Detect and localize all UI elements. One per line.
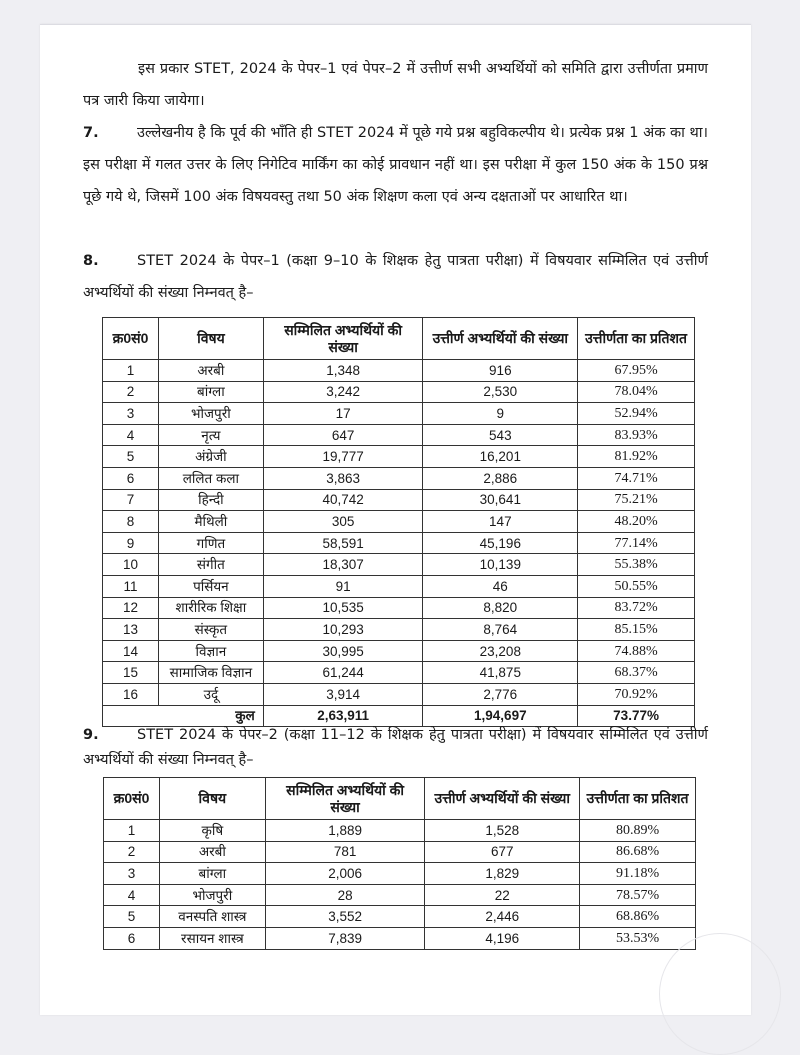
paper1-subject-table — [102, 317, 695, 727]
header-subject: विषय — [158, 318, 263, 360]
total-percent: 73.77% — [578, 705, 695, 727]
cell-subject: मैथिली — [158, 511, 263, 533]
header-serial: क्र0सं0 — [104, 778, 160, 820]
cell-subject: अंग्रेजी — [158, 446, 263, 468]
cell-appeared: 3,242 — [263, 381, 423, 403]
header-appeared: सम्मिलित अभ्यर्थियों की संख्या — [263, 318, 423, 360]
cell-subject: विज्ञान — [158, 640, 263, 662]
table-row — [103, 619, 695, 641]
cell-serial: 16 — [103, 683, 159, 705]
cell-pass-percent: 50.55% — [578, 575, 695, 597]
cell-serial: 2 — [103, 381, 159, 403]
section-7 — [83, 117, 708, 213]
cell-subject: नृत्य — [158, 424, 263, 446]
table-row — [104, 884, 696, 906]
cell-subject: रसायन शास्त्र — [159, 927, 265, 949]
cell-passed: 41,875 — [423, 662, 578, 684]
header-passed: उत्तीर्ण अभ्यर्थियों की संख्या — [423, 318, 578, 360]
cell-serial: 5 — [104, 906, 160, 928]
cell-pass-percent: 48.20% — [578, 511, 695, 533]
cell-serial: 2 — [104, 841, 160, 863]
table-row — [103, 360, 695, 382]
table-row — [104, 841, 696, 863]
cell-subject: भोजपुरी — [159, 884, 265, 906]
table-row — [103, 554, 695, 576]
header-appeared: सम्मिलित अभ्यर्थियों की संख्या — [265, 778, 425, 820]
cell-serial: 4 — [104, 884, 160, 906]
cell-serial: 9 — [103, 532, 159, 554]
table-row — [104, 820, 696, 842]
cell-appeared: 10,535 — [263, 597, 423, 619]
table-row — [103, 467, 695, 489]
cell-subject: अरबी — [159, 841, 265, 863]
cell-serial: 6 — [104, 927, 160, 949]
cell-appeared: 17 — [263, 403, 423, 425]
cell-appeared: 28 — [265, 884, 425, 906]
table-row — [103, 640, 695, 662]
table-row — [103, 381, 695, 403]
table-row — [104, 906, 696, 928]
table-row — [103, 662, 695, 684]
section-9-text: STET 2024 के पेपर–2 (कक्षा 11–12 के शिक्षक हेतु पात्रता परीक्षा) में विषयवार सम्मिलित एवं उत्तीर्ण अभ्यर्थियों की संख्या निम्नवत् है– — [83, 727, 708, 768]
cell-subject: कृषि — [159, 820, 265, 842]
cell-pass-percent: 55.38% — [578, 554, 695, 576]
table-row — [103, 575, 695, 597]
cell-pass-percent: 78.57% — [580, 884, 696, 906]
cell-pass-percent: 74.88% — [578, 640, 695, 662]
table-header-row — [104, 778, 696, 820]
cell-serial: 11 — [103, 575, 159, 597]
cell-pass-percent: 81.92% — [578, 446, 695, 468]
cell-serial: 5 — [103, 446, 159, 468]
section-9 — [83, 723, 708, 773]
section-7-text: उल्लेखनीय है कि पूर्व की भाँति ही STET 2024 में पूछे गये प्रश्न बहुविकल्पीय थे। प्रत्येक प्रश्न 1 अंक का था। इस परीक्षा में गलत उत्तर के लिए निगेटिव मार्किंग का कोई प्रावधान नहीं था। इस परीक्षा में कुल 150 अंक के 150 प्रश्न पूछे गये थे, जिसमें 100 अंक विषयवस्तु तथा 50 अंक शिक्षण कला एवं अन्य दक्षताओं पर आधारित था। — [83, 125, 708, 205]
cell-serial: 3 — [104, 863, 160, 885]
cell-passed: 4,196 — [425, 927, 580, 949]
cell-appeared: 2,006 — [265, 863, 425, 885]
cell-subject: संगीत — [158, 554, 263, 576]
total-label: कुल — [103, 705, 264, 727]
cell-passed: 2,886 — [423, 467, 578, 489]
cell-subject: बांग्ला — [159, 863, 265, 885]
cell-serial: 4 — [103, 424, 159, 446]
cell-subject: ललित कला — [158, 467, 263, 489]
paper2-subject-table — [103, 777, 696, 950]
cell-serial: 13 — [103, 619, 159, 641]
cell-passed: 8,764 — [423, 619, 578, 641]
cell-subject: हिन्दी — [158, 489, 263, 511]
table-row — [103, 597, 695, 619]
cell-subject: गणित — [158, 532, 263, 554]
cell-passed: 30,641 — [423, 489, 578, 511]
cell-appeared: 18,307 — [263, 554, 423, 576]
section-8-text: STET 2024 के पेपर–1 (कक्षा 9–10 के शिक्षक हेतु पात्रता परीक्षा) में विषयवार सम्मिलित एवं उत्तीर्ण अभ्यर्थियों की संख्या निम्नवत् है– — [83, 253, 708, 301]
table-row — [104, 927, 696, 949]
cell-passed: 147 — [423, 511, 578, 533]
cell-passed: 9 — [423, 403, 578, 425]
cell-subject: सामाजिक विज्ञान — [158, 662, 263, 684]
cell-appeared: 3,863 — [263, 467, 423, 489]
cell-serial: 1 — [104, 820, 160, 842]
cell-appeared: 91 — [263, 575, 423, 597]
cell-pass-percent: 68.86% — [580, 906, 696, 928]
table-row — [103, 683, 695, 705]
header-serial: क्र0सं0 — [103, 318, 159, 360]
cell-serial: 8 — [103, 511, 159, 533]
table-row — [103, 403, 695, 425]
cell-appeared: 3,914 — [263, 683, 423, 705]
cell-passed: 543 — [423, 424, 578, 446]
table-row — [103, 489, 695, 511]
total-appeared: 2,63,911 — [263, 705, 423, 727]
cell-passed: 1,829 — [425, 863, 580, 885]
cell-subject: बांग्ला — [158, 381, 263, 403]
header-pass-percent: उत्तीर्णता का प्रतिशत — [578, 318, 695, 360]
cell-pass-percent: 53.53% — [580, 927, 696, 949]
cell-passed: 677 — [425, 841, 580, 863]
cell-subject: अरबी — [158, 360, 263, 382]
cell-serial: 7 — [103, 489, 159, 511]
section-8 — [83, 245, 708, 309]
cell-pass-percent: 78.04% — [578, 381, 695, 403]
total-passed: 1,94,697 — [423, 705, 578, 727]
cell-serial: 14 — [103, 640, 159, 662]
cell-passed: 45,196 — [423, 532, 578, 554]
cell-appeared: 1,348 — [263, 360, 423, 382]
cell-serial: 3 — [103, 403, 159, 425]
cell-pass-percent: 77.14% — [578, 532, 695, 554]
cell-appeared: 7,839 — [265, 927, 425, 949]
cell-subject: वनस्पति शास्त्र — [159, 906, 265, 928]
cell-passed: 23,208 — [423, 640, 578, 662]
table-row — [103, 446, 695, 468]
cell-appeared: 305 — [263, 511, 423, 533]
section-9-number: 9. — [83, 727, 99, 743]
cell-passed: 916 — [423, 360, 578, 382]
cell-serial: 10 — [103, 554, 159, 576]
table-row — [103, 424, 695, 446]
cell-pass-percent: 80.89% — [580, 820, 696, 842]
cell-subject: भोजपुरी — [158, 403, 263, 425]
section-8-number: 8. — [83, 253, 99, 269]
cell-pass-percent: 91.18% — [580, 863, 696, 885]
cell-pass-percent: 68.37% — [578, 662, 695, 684]
document-page — [40, 24, 751, 1015]
cell-serial: 15 — [103, 662, 159, 684]
cell-passed: 8,820 — [423, 597, 578, 619]
cell-appeared: 3,552 — [265, 906, 425, 928]
table-row — [103, 511, 695, 533]
cell-passed: 2,446 — [425, 906, 580, 928]
cell-passed: 1,528 — [425, 820, 580, 842]
cell-passed: 10,139 — [423, 554, 578, 576]
cell-subject: पर्सियन — [158, 575, 263, 597]
table-row — [104, 863, 696, 885]
cell-serial: 6 — [103, 467, 159, 489]
cell-passed: 22 — [425, 884, 580, 906]
table-header-row — [103, 318, 695, 360]
cell-appeared: 10,293 — [263, 619, 423, 641]
page-curl-decoration — [659, 933, 781, 1055]
cell-passed: 46 — [423, 575, 578, 597]
cell-subject: उर्दू — [158, 683, 263, 705]
header-subject: विषय — [159, 778, 265, 820]
cell-serial: 12 — [103, 597, 159, 619]
intro-paragraph: इस प्रकार STET, 2024 के पेपर–1 एवं पेपर–2 में उत्तीर्ण सभी अभ्यर्थियों को समिति द्वारा उत्तीर्णता प्रमाण पत्र जारी किया जायेगा। — [83, 61, 708, 109]
cell-pass-percent: 75.21% — [578, 489, 695, 511]
cell-passed: 16,201 — [423, 446, 578, 468]
header-pass-percent: उत्तीर्णता का प्रतिशत — [580, 778, 696, 820]
cell-appeared: 19,777 — [263, 446, 423, 468]
cell-appeared: 1,889 — [265, 820, 425, 842]
header-passed: उत्तीर्ण अभ्यर्थियों की संख्या — [425, 778, 580, 820]
cell-subject: शारीरिक शिक्षा — [158, 597, 263, 619]
table-row — [103, 532, 695, 554]
cell-pass-percent: 67.95% — [578, 360, 695, 382]
cell-appeared: 58,591 — [263, 532, 423, 554]
cell-pass-percent: 83.72% — [578, 597, 695, 619]
cell-pass-percent: 52.94% — [578, 403, 695, 425]
section-7-number: 7. — [83, 125, 99, 141]
cell-pass-percent: 85.15% — [578, 619, 695, 641]
cell-passed: 2,530 — [423, 381, 578, 403]
cell-pass-percent: 86.68% — [580, 841, 696, 863]
cell-pass-percent: 74.71% — [578, 467, 695, 489]
cell-appeared: 781 — [265, 841, 425, 863]
cell-passed: 2,776 — [423, 683, 578, 705]
cell-appeared: 61,244 — [263, 662, 423, 684]
cell-appeared: 30,995 — [263, 640, 423, 662]
cell-appeared: 40,742 — [263, 489, 423, 511]
cell-serial: 1 — [103, 360, 159, 382]
cell-subject: संस्कृत — [158, 619, 263, 641]
cell-pass-percent: 83.93% — [578, 424, 695, 446]
cell-pass-percent: 70.92% — [578, 683, 695, 705]
cell-appeared: 647 — [263, 424, 423, 446]
